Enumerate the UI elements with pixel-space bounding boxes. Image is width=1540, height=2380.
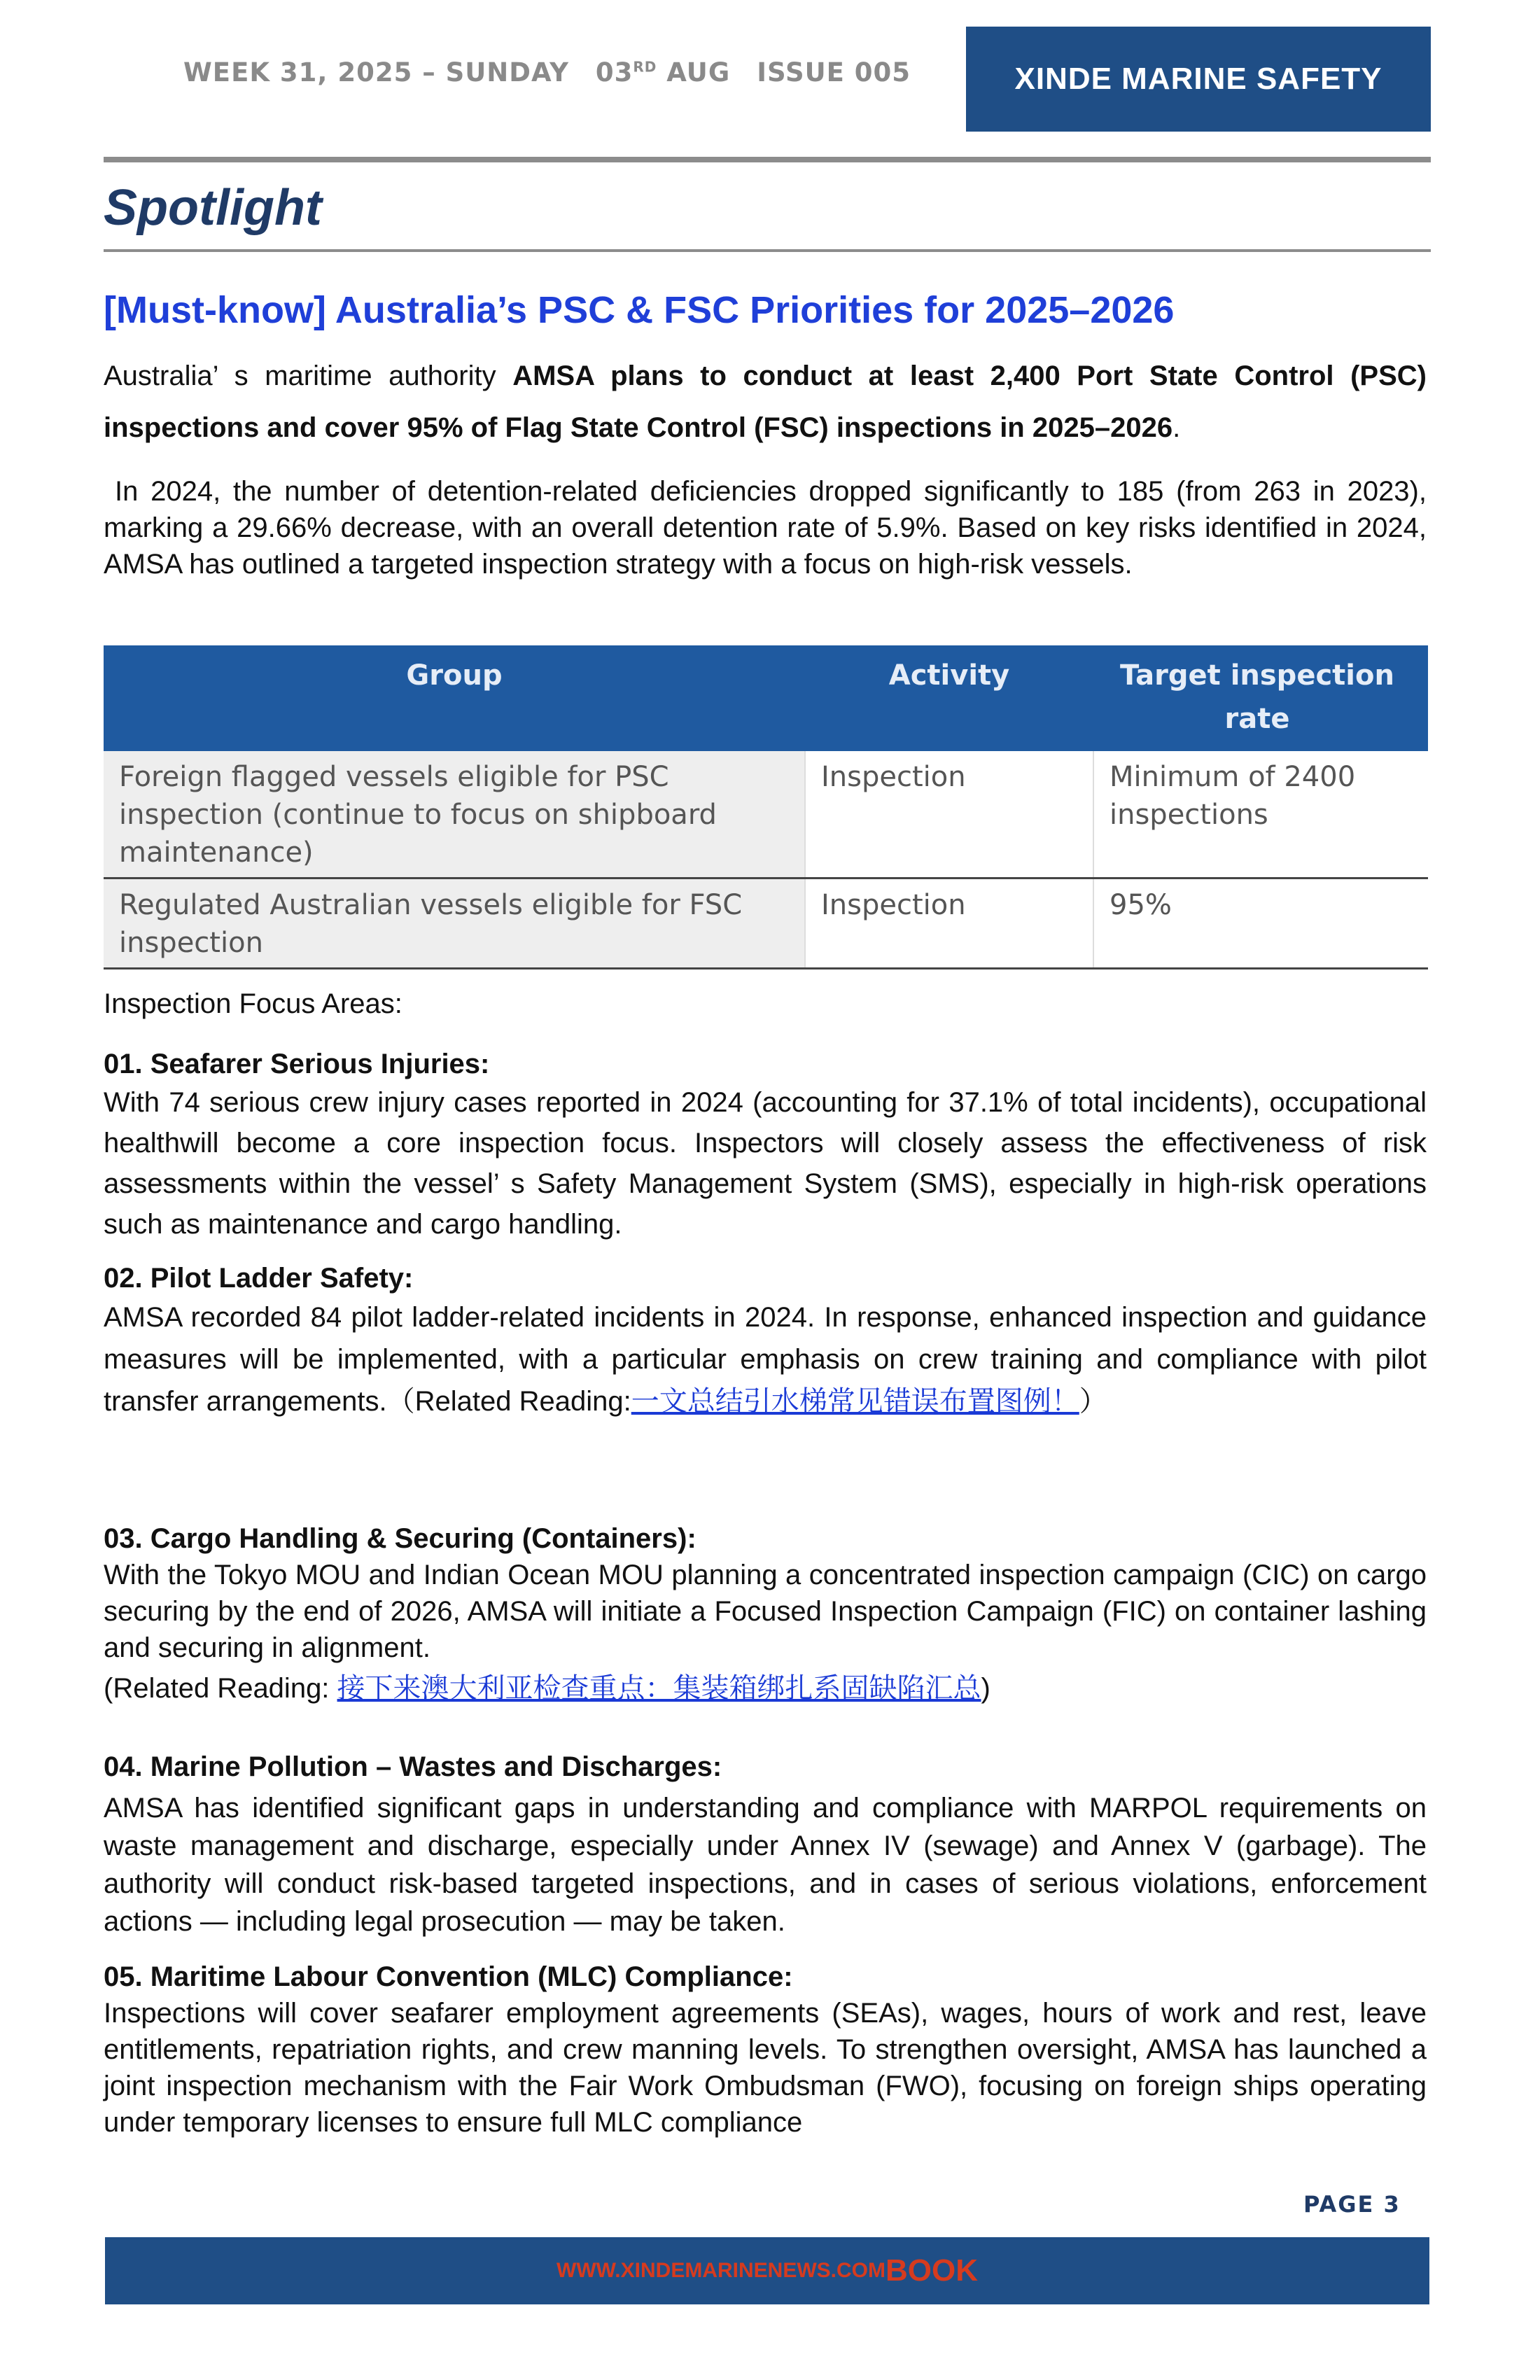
article-title: [Must-know] Australia’s PSC & FSC Priorities for 2025–2026 bbox=[104, 289, 1175, 331]
footer-url[interactable]: WWW.XINDEMARINENEWS.COM bbox=[556, 2259, 886, 2282]
focus-heading-pilot-ladder: 02. Pilot Ladder Safety: bbox=[104, 1263, 414, 1294]
table-header-target: Target inspection rate bbox=[1093, 645, 1428, 751]
table-cell-target: Minimum of 2400 inspections bbox=[1093, 751, 1428, 878]
page-number: PAGE 3 bbox=[1303, 2191, 1401, 2218]
table-cell-target: 95% bbox=[1093, 878, 1428, 969]
issue-header bbox=[183, 57, 911, 88]
date-number: 03 bbox=[595, 57, 634, 88]
footer-book: BOOK bbox=[885, 2253, 978, 2288]
focus-body-injuries: With 74 serious crew injury cases reported in 2024 (accounting for 37.1% of total incidents), occupational healthwill become a core inspection focus. Inspectors will closely assess the effectiveness of risk assessments within the vessel’ s Safety Management System (SMS), especially in high-risk operations such as maintenance and cargo handling. bbox=[104, 1087, 1427, 1240]
related-reading-tail: ) bbox=[981, 1673, 990, 1704]
table-header-activity: Activity bbox=[805, 645, 1093, 751]
table-header-row bbox=[104, 645, 1428, 751]
brand-name: XINDE MARINE SAFETY bbox=[1014, 62, 1382, 96]
related-reading-cargo bbox=[104, 1670, 1427, 1707]
date-suffix: RD bbox=[633, 58, 657, 76]
header-divider bbox=[104, 157, 1431, 162]
focus-heading-injuries: 01. Seafarer Serious Injuries: bbox=[104, 1049, 490, 1079]
table-cell-activity: Inspection bbox=[805, 751, 1093, 878]
detention-paragraph: In 2024, the number of detention-related deficiencies dropped significantly to 185 (from 263 in 2023), marking a 29.66% decrease, with an overall detention rate of 5.9%. Based on key risks identified in 2024, AMSA has outlined a targeted inspection strategy with a focus on high-risk vessels. bbox=[104, 476, 1427, 580]
day-label: SUNDAY bbox=[445, 57, 569, 88]
section-title: Spotlight bbox=[104, 180, 322, 236]
focus-body-mlc: Inspections will cover seafarer employment agreements (SEAs), wages, hours of work and rest, leave entitlements, repatriation rights, and crew manning levels. To strengthen oversight, AMSA has launched a joint inspection mechanism with the Fair Work Ombudsman (FWO), focusing on foreign ships operating under temporary licenses to ensure full MLC compliance bbox=[104, 1998, 1427, 2138]
week-label: WEEK 31, 2025 bbox=[183, 57, 413, 88]
table-cell-activity: Inspection bbox=[805, 878, 1093, 969]
section-divider bbox=[104, 249, 1431, 252]
pilot-ladder-tail: ） bbox=[1079, 1386, 1107, 1417]
table-row bbox=[104, 878, 1428, 969]
related-reading-label: (Related Reading: bbox=[104, 1673, 337, 1704]
focus-areas-label: Inspection Focus Areas: bbox=[104, 988, 402, 1019]
intro-bold-text: AMSA plans to conduct at least 2,400 Port State Control (PSC) inspections and cover 95% of Flag State Control (FSC) inspections in 2025–2026 bbox=[104, 360, 1427, 443]
focus-body-pilot-ladder bbox=[104, 1296, 1427, 1422]
focus-body-pollution: AMSA has identified significant gaps in understanding and compliance with MARPOL requirements on waste management and discharge, especially under Annex IV (sewage) and Annex V (garbage). The authority will conduct risk-based targeted inspections, and in cases of serious violations, enforcement actions — including legal prosecution — may be taken. bbox=[104, 1793, 1427, 1937]
intro-end: . bbox=[1172, 412, 1181, 443]
focus-heading-mlc: 05. Maritime Labour Convention (MLC) Compliance: bbox=[104, 1961, 793, 1992]
related-reading-link-cargo[interactable]: 接下来澳大利亚检查重点：集装箱绑扎系固缺陷汇总 bbox=[337, 1673, 981, 1704]
table-cell-group: Regulated Australian vessels eligible for FSC inspection bbox=[104, 878, 805, 969]
intro-paragraph bbox=[104, 350, 1427, 454]
focus-heading-pollution: 04. Marine Pollution – Wastes and Discharges: bbox=[104, 1751, 722, 1782]
table-header-group: Group bbox=[104, 645, 805, 751]
focus-body-cargo: With the Tokyo MOU and Indian Ocean MOU planning a concentrated inspection campaign (CIC) on cargo securing by the end of 2026, AMSA will initiate a Focused Inspection Campaign (FIC) on container lashing and securing in alignment. bbox=[104, 1560, 1427, 1663]
footer-bar bbox=[105, 2237, 1429, 2304]
table-cell-group: Foreign flagged vessels eligible for PSC inspection (continue to focus on shipboard maintenance) bbox=[104, 751, 805, 878]
inspection-target-table bbox=[104, 645, 1428, 969]
related-reading-link-pilot-ladder[interactable]: 一文总结引水梯常见错误布置图例！ bbox=[631, 1386, 1079, 1417]
issue-label: ISSUE 005 bbox=[757, 57, 911, 88]
table-row bbox=[104, 751, 1428, 878]
brand-banner bbox=[966, 27, 1431, 132]
intro-text: Australia’ s maritime authority bbox=[104, 360, 513, 391]
separator: – bbox=[422, 57, 436, 88]
focus-heading-cargo: 03. Cargo Handling & Securing (Containers): bbox=[104, 1523, 696, 1554]
month-label: AUG bbox=[666, 57, 731, 88]
pilot-ladder-text: AMSA recorded 84 pilot ladder-related incidents in 2024. In response, enhanced inspection and guidance measures will be implemented, with a particular emphasis on crew training and compliance with pilot transfer arrangements.（Related Reading: bbox=[104, 1302, 1427, 1417]
